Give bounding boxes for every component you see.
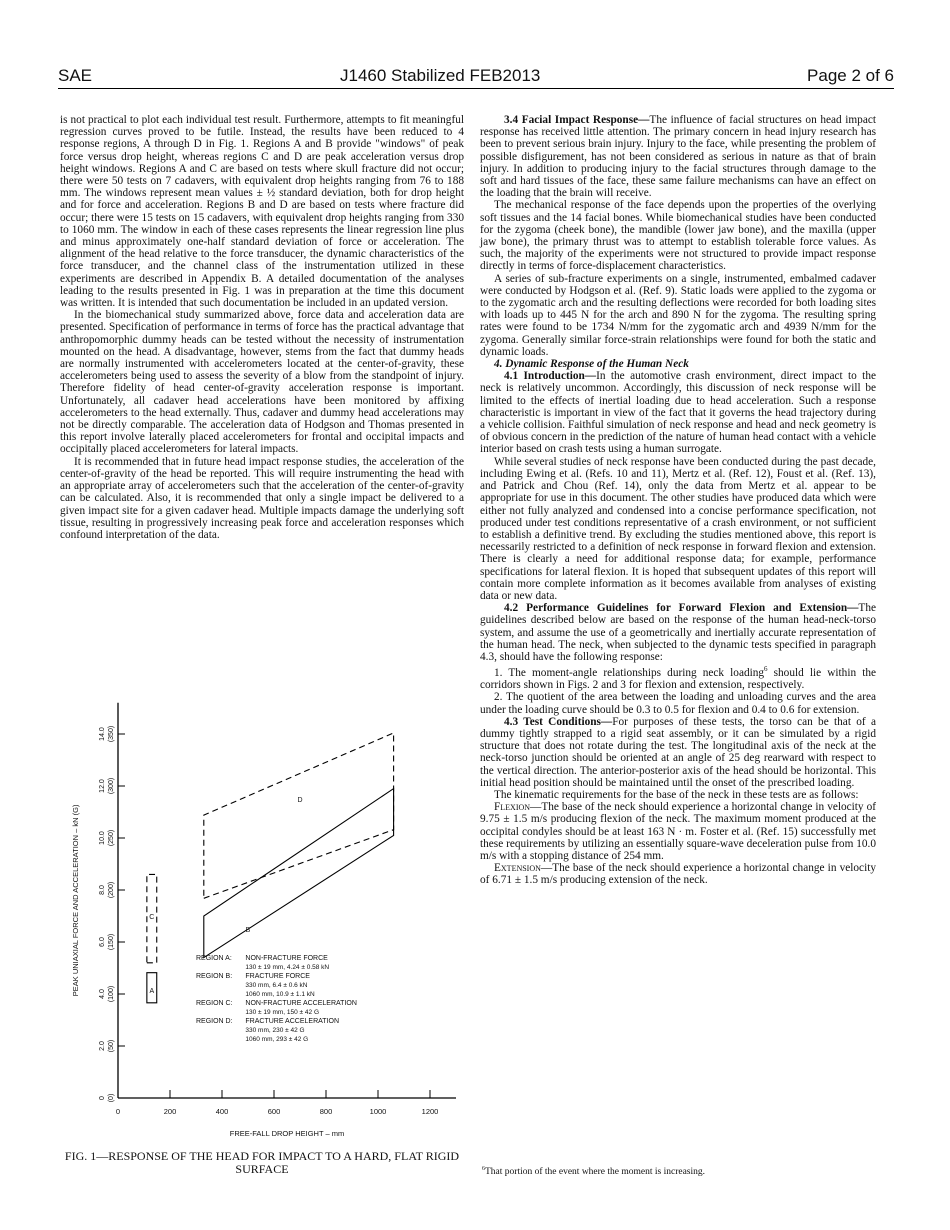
paragraph: The base of the neck should experience a horizontal change in velocity of 6.71 ± 1.5 m/s producing extension of the neck. [480, 862, 876, 887]
y-tick-label-kn: 8.0 [99, 885, 106, 895]
region-b [204, 789, 394, 958]
region-d [204, 733, 394, 898]
y-tick-label-kn: 12.0 [99, 779, 106, 793]
y-tick-label-kn: 14.0 [99, 727, 106, 741]
y-tick-label-kn: 10.0 [99, 831, 106, 845]
right-column [480, 114, 876, 887]
y-tick-label-g: (0) [108, 1093, 115, 1103]
legend-value: 1060 mm, 10.9 ± 1.1 kN [245, 991, 315, 999]
x-tick-label: 1000 [369, 1107, 387, 1116]
paragraph: is not practical to plot each individual test result. Furthermore, attempts to fit meaningful regression curves proved to be futile. Instead, the results have been reduced to 4 response regions, A through D in Fig. 1. Regions A and B provide "windows" of peak force versus drop height, whereas regions C and D are peak acceleration versus drop height windows. Regions A and C are based on tests where skull fracture did not occur; there were 50 tests on 7 cadavers, with equivalent drop heights ranging from 76 to 188 mm. The windows represent mean values ± ½ standard deviation, both for drop height and for force and acceleration. Regions B and D are based on tests where fracture did occur; there were 15 tests on 15 cadavers, with equivalent drop heights ranging from 330 to 1060 mm. The window in each of these cases represents the linear regression line plus and minus approximately one-half standard deviation of force or acceleration. The alignment of the head relative to the force transducer, the dynamic characteristics of the force transducer, and the channel class of the instrumentation utilized in these experiments are described in Appendix B. A detailed documentation of the analyses leading to the results presented in Fig. 1 was in preparation at the time this document was written. It is intended that such documentation be included in an updated version. [60, 114, 464, 310]
footnote-mark: 6 [482, 1166, 485, 1172]
legend-value: 130 ± 19 mm, 150 ± 42 G [245, 1009, 320, 1017]
legend-value: 330 mm, 230 ± 42 G [245, 1027, 305, 1035]
y-tick-label-kn: 6.0 [99, 937, 106, 947]
x-axis-label: FREE-FALL DROP HEIGHT – mm [229, 1129, 345, 1138]
legend-region-name: REGION C: [196, 1000, 233, 1008]
y-tick-label-g: (200) [108, 881, 115, 899]
page-header [58, 66, 894, 89]
y-tick-label-kn: 4.0 [99, 989, 106, 999]
legend-region-title: FRACTURE ACCELERATION [245, 1018, 340, 1026]
y-tick-label-kn: 2.0 [99, 1041, 106, 1051]
list-item-text: should lie within the corridors shown in Figs. 2 and 3 for flexion and extension, respectively. [480, 666, 876, 692]
run-in-heading: Flexion— [494, 801, 542, 814]
figure-1-chart [60, 700, 464, 1150]
x-tick-label: 200 [163, 1107, 177, 1116]
footnote-text: That portion of the event where the moment is increasing. [485, 1167, 706, 1178]
header-doc-id: J1460 Stabilized FEB2013 [340, 66, 541, 85]
region-label-d: D [297, 797, 303, 804]
paragraph: The influence of facial structures on head impact response has received little attention. The primary concern in head injury research has been to prevent serious brain injury. Injury to the face, while presenting the problem of possible disfigurement, has not been considered as serious in nature as that of brain injury. In addition to producing injury to the facial structures through damage to the soft and hard tissues of the face, these same failure mechanisms can have an effect on the loading that the brain will receive. [480, 114, 876, 200]
section-4-1 [480, 370, 876, 455]
region-label-a: A [149, 988, 155, 996]
x-tick-label: 400 [215, 1107, 229, 1116]
section-heading: 4.1 Introduction— [504, 370, 597, 383]
figure-caption: FIG. 1—RESPONSE OF THE HEAD FOR IMPACT TO A HARD, FLAT RIGID SURFACE [64, 1149, 460, 1176]
legend-value: 330 mm, 6.4 ± 0.6 kN [245, 982, 308, 990]
extension-paragraph [480, 862, 876, 886]
legend-region-title: NON-FRACTURE ACCELERATION [245, 1000, 357, 1008]
section-3-4 [480, 114, 876, 199]
flexion-paragraph [480, 801, 876, 862]
section-heading: 3.4 Facial Impact Response— [504, 114, 650, 126]
y-tick-label-g: (350) [108, 725, 115, 743]
legend-region-name: REGION B: [196, 973, 233, 981]
section-heading: 4. Dynamic Response of the Human Neck [494, 358, 689, 371]
region-label-c: C [149, 914, 155, 921]
x-tick-label: 800 [319, 1107, 333, 1116]
y-tick-label-g: (250) [108, 829, 115, 847]
legend-region-name: REGION D: [196, 1018, 233, 1026]
x-tick-label: 1200 [421, 1107, 439, 1116]
footnote [482, 1166, 705, 1177]
legend-region-title: NON-FRACTURE FORCE [245, 955, 328, 963]
paragraph: The base of the neck should experience a horizontal change in velocity of 9.75 ± 1.5 m/s producing flexion of the neck. The maximum moment produced at the occipital condyles should be at least 163 N · m. Foster et al. (Ref. 15) successfully met these requirements by utilizing an essentially square-wave deceleration pulse from 10.0 m/s with a stopping distance of 254 mm. [480, 801, 876, 862]
paragraph: For purposes of these tests, the torso can be that of a dummy tightly strapped to a rigid seat assembly, or it can be simulated by a rigid structure that does not rotate during the test. The longitudinal axis of the neck at the neck-torso junction should be oriented at an angle of 25 deg rearward with respect to the vertical direction. The anterior-posterior axis of the head should be horizontal. This initial head position should be maintained until the onset of the prescribed loading. [480, 715, 876, 789]
list-item [480, 663, 876, 691]
footnote-ref: 6 [764, 665, 768, 674]
paragraph: The kinematic requirements for the base of the neck in these tests are as follows: [494, 788, 859, 801]
paragraph: It is recommended that in future head impact response studies, the acceleration of the center-of-gravity of the head be reported. This will require instrumenting the head with an appropriate array of accelerometers such that the acceleration of the center-of-gravity can be calculated. Also, it is recommended that only a single impact be delivered to a given impact site for a given cadaver head. Multiple impacts damage the underlying soft tissue, resulting in progressively increasing peak force and acceleration responses which confound interpretation of the data. [60, 455, 464, 541]
header-page-number: Page 2 of 6 [807, 66, 894, 85]
left-column [60, 114, 464, 541]
section-4-2 [480, 602, 876, 663]
y-tick-label-g: (150) [108, 933, 115, 951]
run-in-heading: Extension— [494, 862, 553, 875]
section-4-3 [480, 716, 876, 789]
legend-region-name: REGION A: [196, 955, 232, 963]
y-tick-label-g: (300) [108, 777, 115, 795]
header-org: SAE [58, 66, 93, 85]
x-tick-label: 0 [115, 1107, 121, 1116]
y-axis-label: PEAK UNIAXIAL FORCE AND ACCELERATION – kN (G) [71, 804, 80, 997]
legend-value: 130 ± 19 mm, 4.24 ± 0.58 kN [245, 964, 330, 972]
y-tick-label-g: (100) [108, 985, 115, 1003]
x-tick-label: 600 [267, 1107, 281, 1116]
legend-region-title: FRACTURE FORCE [245, 973, 310, 981]
legend-value: 1060 mm, 293 ± 42 G [245, 1036, 309, 1044]
paragraph: A series of sub-fracture experiments on a single, instrumented, embalmed cadaver were conducted by Hodgson et al. (Ref. 9). Static loads were applied to the zygoma or to the zygomatic arch and the resulting deflections were recorded for both loading sites with loads up to 445 N for the arch and 890 N for the zygoma. The resulting spring rates were found to be 1734 N/mm for the zygomatic arch and 4939 N/mm for the zygoma. Generally similar force-strain relationships were found for both the static and dynamic loads. [480, 272, 876, 358]
y-tick-label-kn: 0 [99, 1096, 106, 1100]
paragraph: The guidelines described below are based on the response of the human head-neck-torso system, and assume the use of a geometrically and inertially accurate representation of the human head. The neck, when subjected to the dynamic tests specified in paragraph 4.3, should have the following response: [480, 602, 876, 663]
list-item-text: 1. The moment-angle relationships during neck loading [494, 666, 765, 679]
region-label-b: B [245, 927, 251, 934]
paragraph: While several studies of neck response have been conducted during the past decade, including Ewing et al. (Refs. 10 and 11), Mertz et al. (Ref. 12), Foust et al. (Ref. 13), and Patrick and Chou (Ref. 14), only the data from Mertz et al. appear to be appropriate for use in this document. The other studies have produced data which were either not fully analyzed and condensed into a concise performance specification, not produced under test conditions representative of a crash environment, or not sufficient to establish a definitive trend. By excluding the studies mentioned above, this report is necessarily restricted to a definition of neck response in forward flexion and extension. There is clearly a need for additional response data; for example, performance specifications for lateral flexion. It is hoped that subsequent updates of this report will contain more complete information as it becomes available from analyses of existing data or new data. [480, 455, 876, 602]
section-heading: 4.3 Test Conditions— [504, 715, 613, 728]
paragraph: The mechanical response of the face depends upon the properties of the overlying soft tissues and the 14 facial bones. While biomechanical studies have been conducted for the zygoma (cheek bone), the mandible (lower jaw bone), and the maxilla (upper jaw bone), the primary thrust was to attempt to establish tolerable force values. As such, the majority of the experiments were not structured to provide impact response directly in terms of force-displacement characteristics. [480, 199, 876, 273]
paragraph: In the biomechanical study summarized above, force data and acceleration data are presented. Specification of performance in terms of force has the practical advantage that anthropomorphic dummy heads can be tested without the necessity of instrumentation mounted on the head. A disadvantage, however, stems from the fact that dummy heads are normally instrumented with accelerometers located at the center-of-gravity, these accelerometers being used to assess the severity of a blow from the standpoint of injury. Therefore fidelity of head center-of-gravity acceleration response is important. Unfortunately, all cadaver head accelerations have been monitored by affixing accelerometers to the head externally. Thus, cadaver and dummy head accelerations may not be directly comparable. The acceleration data of Hodgson and Thomas presented in this report involve laterally placed accelerometers for frontal and occipital impacts and occipitally placed accelerometers for lateral impacts. [60, 309, 464, 456]
y-tick-label-g: (50) [108, 1039, 115, 1053]
list-item: 2. The quotient of the area between the loading and unloading curves and the area under the loading curve should be 0.3 to 0.5 for flexion and 0.4 to 0.6 for extension. [480, 691, 876, 716]
paragraph: In the automotive crash environment, direct impact to the neck is relatively uncommon. Accordingly, this discussion of neck response will be limited to the effects of inertial loading due to head acceleration. Such a response characteristic is important in view of the fact that it governs the head trajectory during a vehicle collision. Faithful simulation of neck response and head and neck geometry is of obvious concern in the prediction of the nature of human head contact with a vehicle interior based on crash tests using a human surrogate. [480, 370, 876, 456]
section-heading: 4.2 Performance Guidelines for Forward Flexion and Extension— [504, 602, 859, 615]
